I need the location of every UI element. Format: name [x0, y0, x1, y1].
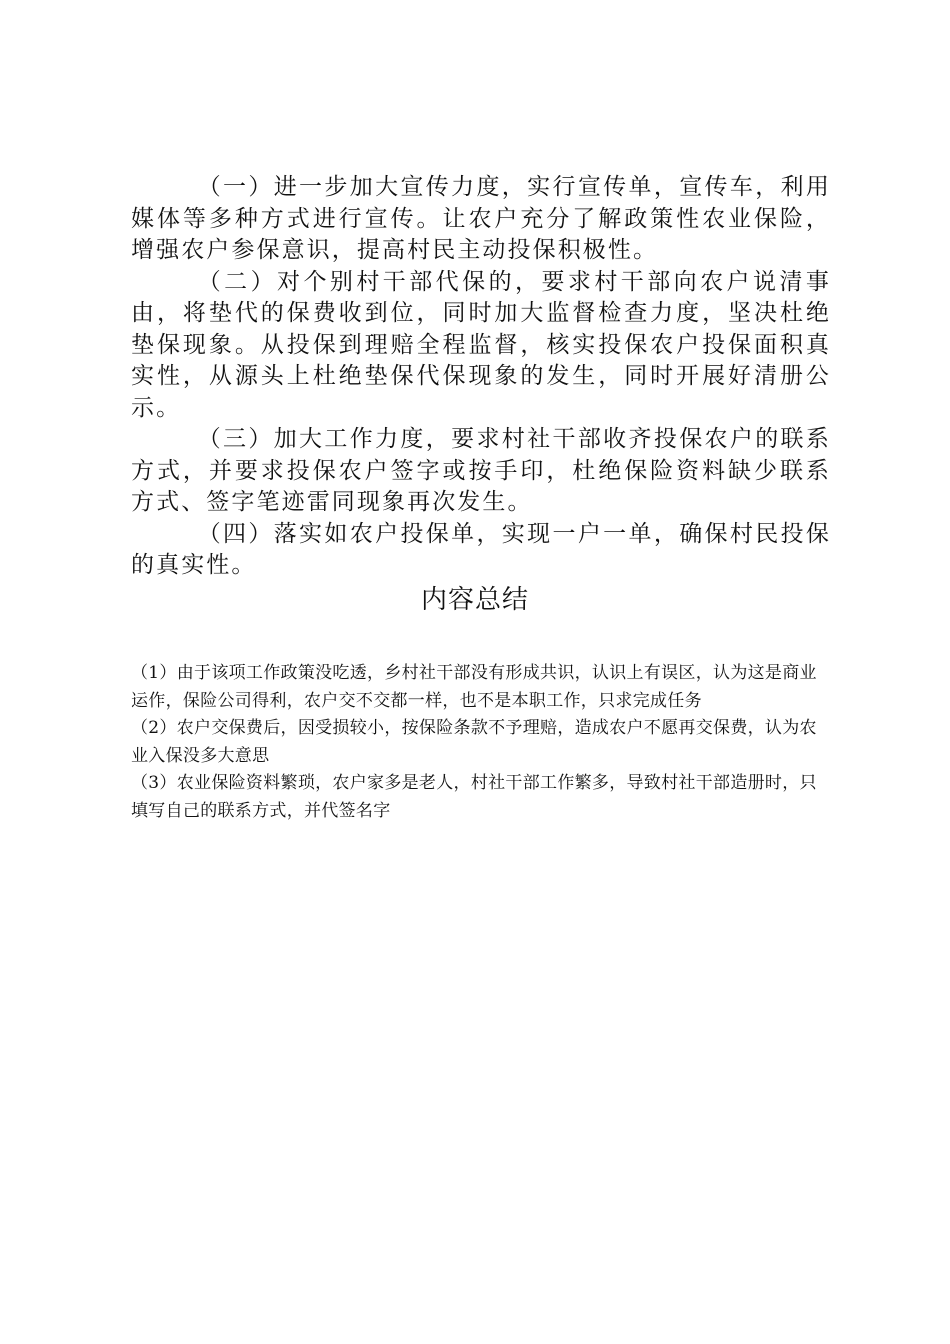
measure-paragraph-1: （一）进一步加大宣传力度，实行宣传单，宣传车，利用媒体等多种方式进行宣传。让农户充分了解政策性农业保险，增强农户参保意识，提高村民主动投保积极性。 — [131, 174, 831, 263]
measure-paragraph-4: （四）落实如农户投保单，实现一户一单，确保村民投保的真实性。 — [131, 520, 831, 578]
measure-paragraph-2: （二）对个别村干部代保的，要求村干部向农户说清事由，将垫代的保费收到位，同时加大监督检查力度，坚决杜绝垫保现象。从投保到理赔全程监督，核实投保农户投保面积真实性，从源头上杜绝垫保代保现象的发生，同时开展好清册公示。 — [131, 268, 831, 421]
measure-paragraph-3: （三）加大工作力度，要求村社干部收齐投保农户的联系方式，并要求投保农户签字或按手印，杜绝保险资料缺少联系方式、签字笔迹雷同现象再次发生。 — [131, 426, 831, 515]
summary-title: 内容总结 — [420, 585, 529, 615]
summary-list — [131, 660, 831, 825]
summary-item-3: （3）农业保险资料繁琐，农户家多是老人，村社干部工作繁多，导致村社干部造册时，只填写自己的联系方式，并代签名字 — [131, 773, 817, 821]
measures-section — [131, 172, 831, 582]
summary-item-2: （2）农户交保费后，因受损较小，按保险条款不予理赔，造成农户不愿再交保费，认为农业入保没多大意思 — [131, 718, 817, 766]
summary-item-1: （1）由于该项工作政策没吃透，乡村社干部没有形成共识，认识上有误区，认为这是商业运作，保险公司得利，农户交不交都一样，也不是本职工作，只求完成任务 — [131, 663, 817, 711]
